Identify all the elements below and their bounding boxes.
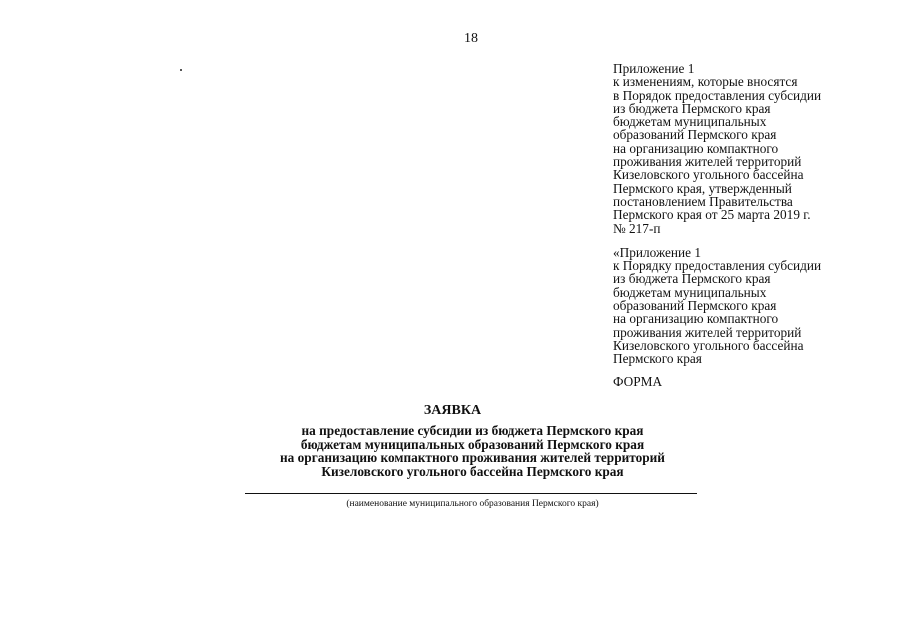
field-caption: (наименование муниципального образования Пермского края): [346, 499, 599, 509]
appendix-header-line: Приложение 1: [613, 61, 695, 76]
subtitle-line: бюджетам муниципальных образований Пермского края: [300, 436, 645, 452]
appendix-quoted-line: «Приложение 1: [613, 244, 701, 260]
appendix-header-line: к изменениям, которые вносятся: [613, 74, 798, 90]
appendix-header-line: образований Пермского края: [613, 127, 777, 143]
subtitle-line: на предоставление субсидии из бюджета Пермского края: [301, 423, 644, 438]
document-subtitle: [0, 424, 905, 478]
subtitle-line: Кизеловского угольного бассейна Пермского края: [321, 463, 624, 479]
appendix-header-line: Кизеловского угольного бассейна: [613, 167, 804, 183]
appendix-quoted-line: к Порядку предоставления субсидии: [613, 258, 822, 274]
page-number: 18: [464, 31, 478, 46]
appendix-header-line: № 217-п: [613, 220, 661, 236]
appendix-quoted-line: проживания жителей территорий: [613, 324, 802, 340]
appendix-header-line: в Порядок предоставления субсидии: [613, 87, 822, 103]
fill-in-line: [245, 493, 697, 494]
subtitle-line: на организацию компактного проживания жителей территорий: [280, 450, 665, 465]
form-label: ФОРМА: [613, 374, 663, 389]
appendix-header-line: на организацию компактного: [613, 140, 779, 156]
appendix-quoted-line: из бюджета Пермского края: [613, 271, 771, 287]
appendix-header: [613, 62, 883, 366]
appendix-quoted-line: образований Пермского края: [613, 298, 777, 314]
appendix-header-line: постановлением Правительства: [613, 193, 793, 209]
appendix-quoted-line: на организацию компактного: [613, 311, 779, 327]
appendix-header-line: Пермского края от 25 марта 2019 г.: [613, 207, 811, 223]
appendix-header-line: Пермского края, утвержденный: [613, 180, 792, 196]
document-title: ЗАЯВКА: [423, 403, 482, 418]
appendix-quoted-line: бюджетам муниципальных: [613, 284, 767, 300]
appendix-header-line: проживания жителей территорий: [613, 154, 802, 170]
appendix-quoted-line: Пермского края: [613, 351, 702, 367]
scan-speck: [180, 69, 182, 71]
appendix-header-line: бюджетам муниципальных: [613, 114, 767, 130]
appendix-header-line: из бюджета Пермского края: [613, 100, 771, 116]
appendix-quoted-line: Кизеловского угольного бассейна: [613, 337, 804, 353]
